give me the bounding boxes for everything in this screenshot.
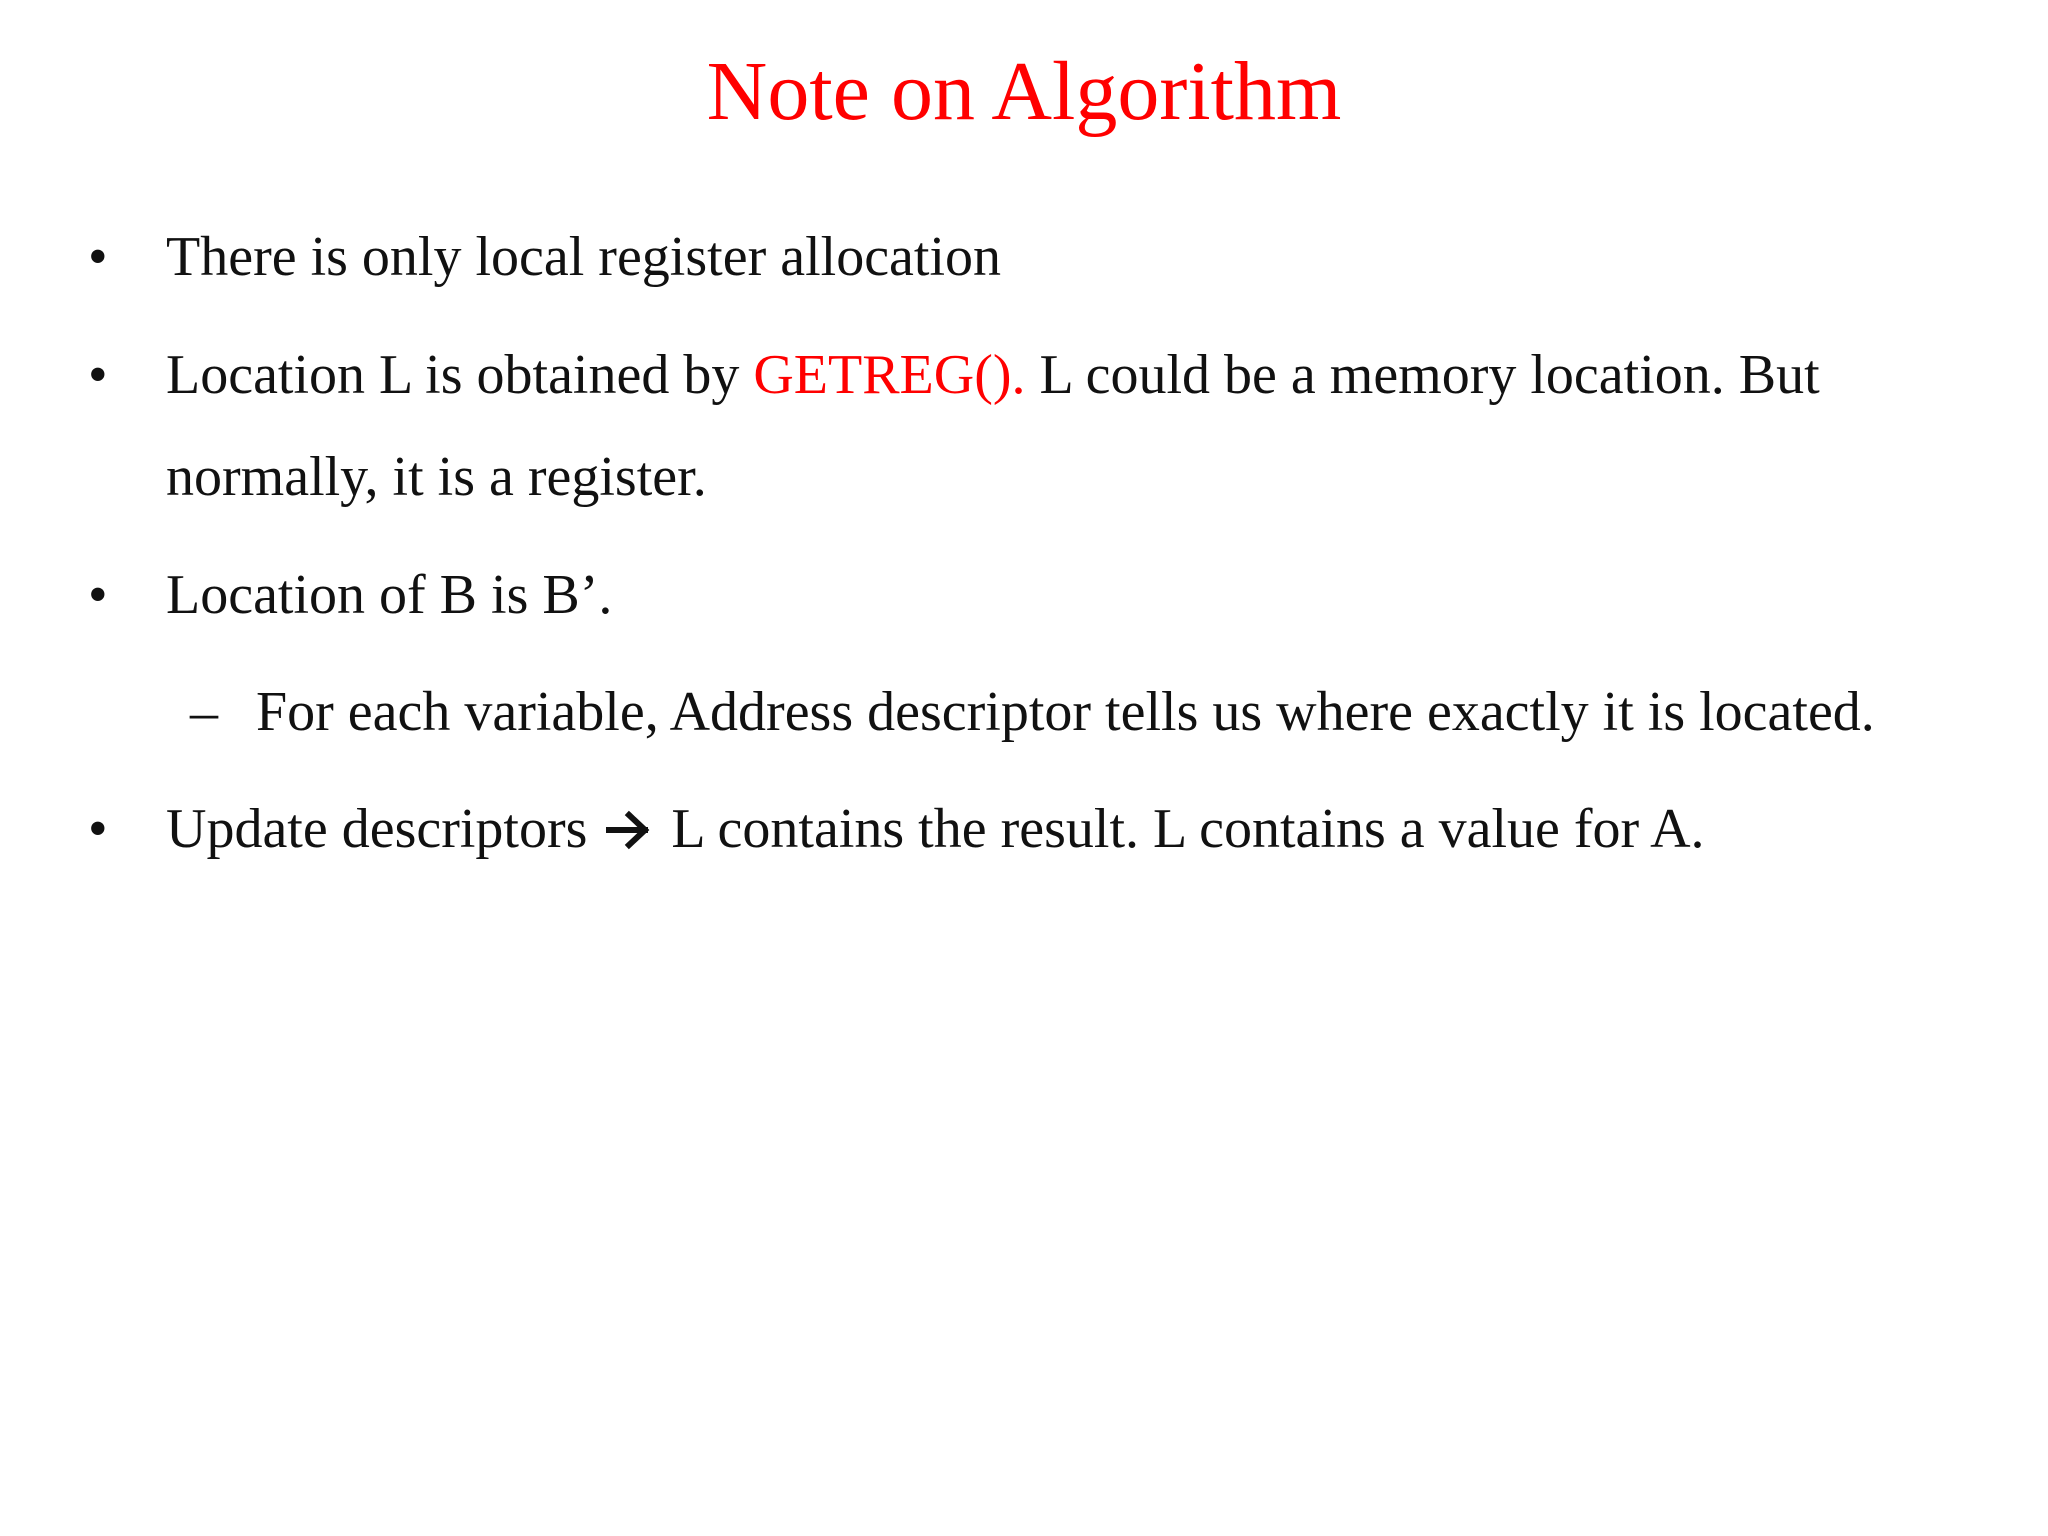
right-arrow-icon (605, 810, 651, 850)
slide-title: Note on Algorithm (706, 45, 1342, 138)
sub-item-text: For each variable, Address descriptor tells us where exactly it is located. (256, 681, 1875, 743)
bullet-3-text: Location of B is B’. (166, 564, 613, 626)
bullet-4-text (166, 798, 1705, 860)
bullet-marker: • (88, 344, 108, 406)
dash-marker: – (190, 681, 218, 743)
bullet-2-text (166, 344, 1820, 406)
getreg-highlight: GETREG(). (753, 344, 1026, 406)
bullet-4-text-after: L contains the result. L contains a value for A. (657, 798, 1705, 860)
bullet-1-text: There is only local register allocation (166, 226, 1002, 288)
bullet-4-text-before: Update descriptors (166, 798, 602, 860)
bullet-2-continuation: normally, it is a register. (166, 446, 707, 508)
bullet-2-text-before: Location L is obtained by (166, 344, 754, 406)
bullet-marker: • (88, 226, 108, 288)
bullet-marker: • (88, 798, 108, 860)
bullet-marker: • (88, 564, 108, 626)
bullet-2-text-after: L could be a memory location. But (1025, 344, 1820, 406)
